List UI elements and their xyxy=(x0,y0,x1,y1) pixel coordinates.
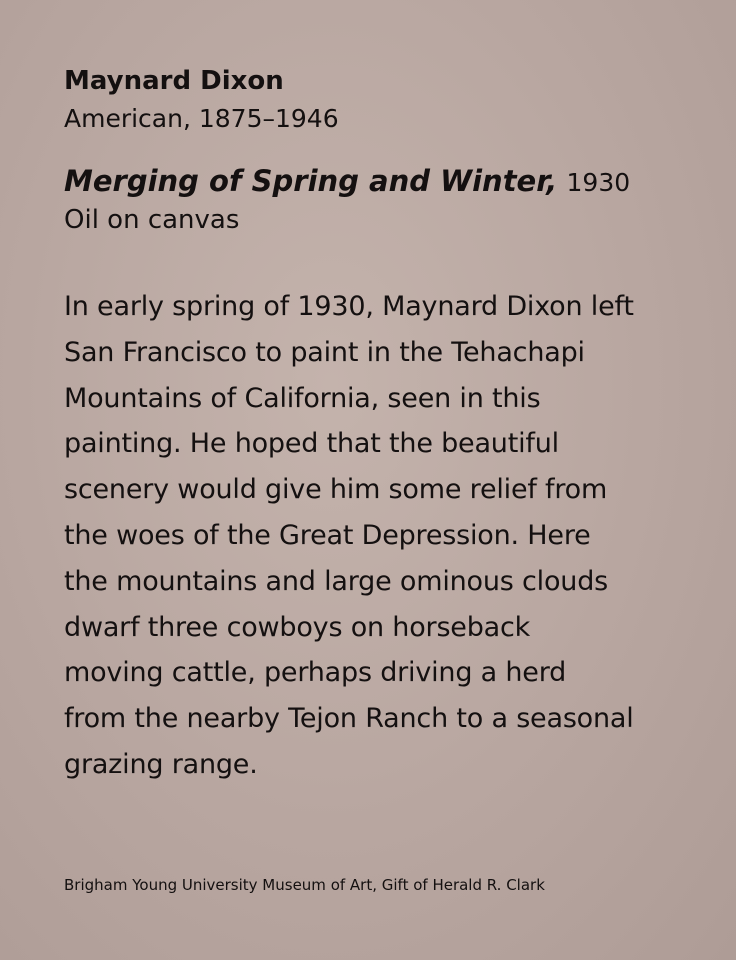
description-line: San Francisco to paint in the Tehachapi xyxy=(64,336,585,368)
description-line: scenery would give him some relief from xyxy=(64,474,608,506)
description-line: the woes of the Great Depression. Here xyxy=(64,519,591,551)
description-line: moving cattle, perhaps driving a herd xyxy=(64,657,567,689)
artwork-year: 1930 xyxy=(566,168,631,197)
description-line: grazing range. xyxy=(64,748,258,780)
artist-nationality-dates: American, 1875–1946 xyxy=(64,104,339,133)
credit-line: Brigham Young University Museum of Art, Gift of Herald R. Clark xyxy=(64,876,545,894)
artwork-description xyxy=(64,284,714,788)
description-line: the mountains and large ominous clouds xyxy=(64,565,609,597)
artwork-title-line xyxy=(64,162,630,202)
artwork-medium: Oil on canvas xyxy=(64,205,240,235)
description-line: painting. He hoped that the beautiful xyxy=(64,428,559,460)
description-line: from the nearby Tejon Ranch to a seasonal xyxy=(64,703,634,735)
artist-name: Maynard Dixon xyxy=(64,66,284,96)
description-line: Mountains of California, seen in this xyxy=(64,382,541,414)
artwork-title: Merging of Spring and Winter, xyxy=(64,164,558,198)
description-line: dwarf three cowboys on horseback xyxy=(64,611,531,643)
description-line: In early spring of 1930, Maynard Dixon left xyxy=(64,291,634,322)
